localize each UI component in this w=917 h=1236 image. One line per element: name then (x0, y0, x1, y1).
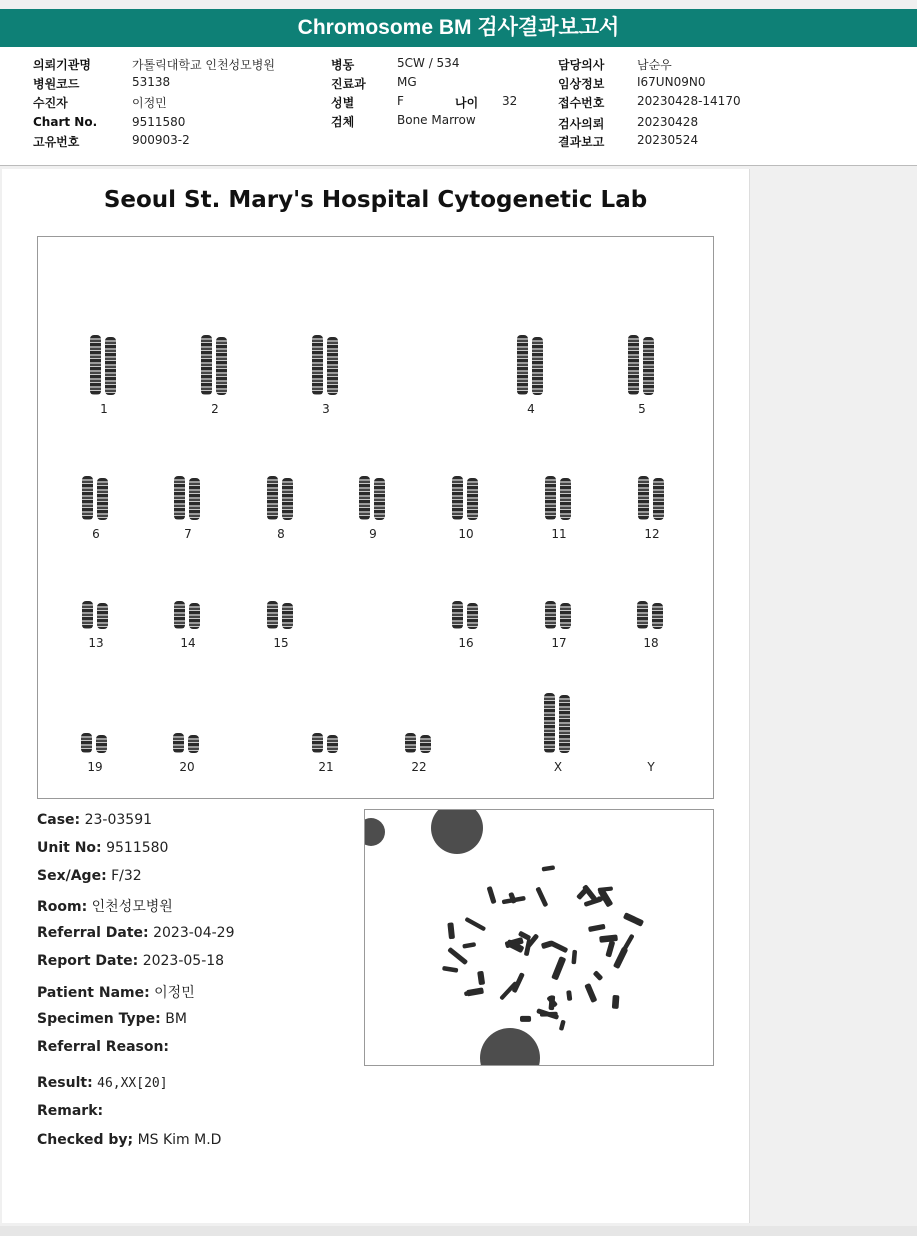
metaphase-chromosome (551, 956, 566, 980)
metaphase-chromosome (542, 865, 556, 871)
chromosome-label-Y: Y (647, 760, 655, 774)
chromosome-pair-9 (359, 476, 387, 520)
chromosome (517, 335, 528, 395)
chromosome (638, 476, 649, 520)
metaphase-chromosome (477, 971, 485, 985)
info-value-request-date: 20230428 (637, 115, 699, 129)
detail-value: F/32 (111, 868, 142, 884)
chromosome-label-22: 22 (411, 760, 427, 774)
metaphase-image (364, 809, 714, 1066)
chromosome (96, 735, 107, 753)
chromosome-label-3: 3 (322, 402, 330, 416)
chromosome (420, 735, 431, 753)
chromosome (359, 476, 370, 520)
info-label-clinical: 임상정보 (558, 77, 605, 91)
metaphase-chromosome (605, 940, 615, 957)
chromosome (467, 478, 478, 520)
chromosome-pair-6 (82, 476, 110, 520)
detail-room (37, 896, 173, 916)
info-label-department: 진료과 (331, 77, 366, 91)
info-label-unique-no: 고유번호 (33, 135, 80, 149)
chromosome (189, 478, 200, 520)
chromosome-pair-19 (81, 733, 109, 753)
info-value-hospital-code: 53138 (132, 75, 171, 89)
chromosome (267, 476, 278, 520)
metaphase-chromosome (584, 983, 597, 1003)
detail-label: Room: (37, 899, 88, 915)
chromosome (452, 601, 463, 629)
metaphase-chromosome (588, 924, 606, 932)
info-value-sex: F (397, 94, 404, 108)
detail-unit-no (37, 840, 168, 856)
chromosome-label-8: 8 (277, 527, 285, 541)
chromosome (312, 733, 323, 753)
info-value-report-date: 20230524 (637, 133, 699, 147)
chromosome (544, 693, 555, 753)
chromosome-label-1: 1 (100, 402, 108, 416)
chromosome (560, 603, 571, 629)
detail-value: 2023-05-18 (142, 953, 225, 969)
chromosome (652, 603, 663, 629)
chromosome (374, 478, 385, 520)
info-label-specimen: 검체 (331, 115, 355, 129)
metaphase-chromosome (447, 947, 468, 965)
chromosome-pair-12 (638, 476, 666, 520)
chromosome-label-10: 10 (458, 527, 474, 541)
detail-label: Specimen Type: (37, 1011, 161, 1027)
info-label-chart-no: Chart No. (33, 115, 98, 129)
metaphase-chromosome (571, 950, 577, 965)
chromosome (559, 695, 570, 753)
chromosome (643, 337, 654, 395)
chromosome-pair-16 (452, 601, 480, 629)
info-label-patient: 수진자 (33, 96, 68, 110)
chromosome-label-18: 18 (643, 636, 659, 650)
detail-value: 인천성모병원 (91, 899, 173, 915)
detail-value: 2023-04-29 (153, 925, 235, 941)
remark-label: Remark: (37, 1103, 104, 1119)
detail-label: Unit No: (37, 840, 102, 856)
info-label-receipt-no: 접수번호 (558, 96, 605, 110)
chromosome (267, 601, 278, 629)
chromosome-pair-X (544, 693, 572, 753)
detail-label: Patient Name: (37, 985, 150, 1001)
metaphase-chromosome (612, 995, 620, 1009)
metaphase-chromosome (541, 940, 553, 949)
chromosome (82, 601, 93, 629)
chromosome-pair-4 (517, 335, 545, 395)
detail-value: 23-03591 (84, 812, 153, 828)
chromosome-label-5: 5 (638, 402, 646, 416)
metaphase-chromosome (487, 886, 497, 904)
chromosome-label-13: 13 (88, 636, 104, 650)
chromosome (97, 478, 108, 520)
chromosome (327, 735, 338, 753)
detail-label: Referral Reason: (37, 1039, 170, 1055)
chromosome (189, 603, 200, 629)
report-page (2, 169, 750, 1223)
chromosome-pair-22 (405, 733, 433, 753)
detail-case (37, 812, 152, 828)
chromosome-pair-8 (267, 476, 295, 520)
chromosome (81, 733, 92, 753)
detail-label: Case: (37, 812, 81, 828)
chromosome (628, 335, 639, 395)
info-value-department: MG (397, 75, 417, 89)
detail-value: BM (165, 1011, 187, 1027)
chromosome-label-11: 11 (551, 527, 567, 541)
chromosome-pair-21 (312, 733, 340, 753)
info-value-specimen: Bone Marrow (397, 113, 476, 127)
detail-sex-age (37, 868, 142, 884)
info-label-age: 나이 (455, 96, 479, 110)
detail-referral-date (37, 925, 234, 941)
chromosome-label-19: 19 (87, 760, 103, 774)
chromosome-pair-14 (174, 601, 202, 629)
chromosome (282, 603, 293, 629)
patient-info-panel (0, 47, 917, 166)
chromosome (174, 476, 185, 520)
chromosome-pair-1 (90, 335, 118, 395)
chromosome (467, 603, 478, 629)
chromosome (188, 735, 199, 753)
metaphase-chromosome (524, 939, 532, 956)
metaphase-chromosome (621, 934, 635, 953)
metaphase-chromosome (447, 922, 455, 939)
detail-report-date (37, 953, 224, 969)
metaphase-chromosome (520, 1016, 531, 1022)
chromosome (637, 601, 648, 629)
chromosome (82, 476, 93, 520)
karyogram-image (37, 236, 714, 799)
metaphase-spread (365, 810, 713, 1065)
chromosome (653, 478, 664, 520)
detail-label: Sex/Age: (37, 868, 107, 884)
chromosome-pair-2 (201, 335, 229, 395)
info-label-report-date: 결과보고 (558, 135, 605, 149)
chromosome-label-15: 15 (273, 636, 289, 650)
info-label-ward: 병동 (331, 58, 355, 72)
result-label: Result: (37, 1075, 93, 1091)
chromosome (216, 337, 227, 395)
info-value-chart-no: 9511580 (132, 115, 186, 129)
checked-by-label: Checked by; (37, 1132, 134, 1148)
chromosome (327, 337, 338, 395)
chromosome (282, 478, 293, 520)
info-value-age: 32 (502, 94, 518, 108)
chromosome (532, 337, 543, 395)
chromosome-label-17: 17 (551, 636, 567, 650)
chromosome (173, 733, 184, 753)
chromosome (97, 603, 108, 629)
metaphase-chromosome (559, 1020, 566, 1031)
chromosome (452, 476, 463, 520)
info-label-institution: 의뢰기관명 (33, 58, 91, 72)
info-label-doctor: 담당의사 (558, 58, 605, 72)
chromosome-label-21: 21 (318, 760, 334, 774)
chromosome-pair-10 (452, 476, 480, 520)
chromosome-pair-15 (267, 601, 295, 629)
chromosome (90, 335, 101, 395)
info-label-request-date: 검사의뢰 (558, 117, 605, 131)
chromosome (105, 337, 116, 395)
chromosome (560, 478, 571, 520)
metaphase-chromosome (462, 942, 476, 949)
chromosome-pair-11 (545, 476, 573, 520)
chromosome-pair-17 (545, 601, 573, 629)
info-value-ward: 5CW / 534 (397, 56, 460, 70)
bottom-strip (0, 1226, 917, 1236)
chromosome-label-4: 4 (527, 402, 535, 416)
chromosome-label-14: 14 (180, 636, 196, 650)
chromosome (545, 476, 556, 520)
result-line (37, 1075, 168, 1091)
detail-specimen-type (37, 1011, 187, 1027)
chromosome-label-6: 6 (92, 527, 100, 541)
info-value-doctor: 남순우 (637, 58, 672, 72)
chromosome-label-20: 20 (179, 760, 195, 774)
metaphase-chromosome (535, 886, 548, 907)
info-value-institution: 가톨릭대학교 인천성모병원 (132, 58, 275, 72)
lab-title: Seoul St. Mary's Hospital Cytogenetic Lab (103, 187, 648, 213)
metaphase-chromosome (442, 966, 458, 973)
detail-referral-reason (37, 1039, 169, 1055)
checked-by-value: MS Kim M.D (137, 1132, 222, 1148)
info-value-unique-no: 900903-2 (132, 133, 190, 147)
chromosome (312, 335, 323, 395)
chromosome-label-X: X (553, 760, 563, 774)
chromosome-label-16: 16 (458, 636, 474, 650)
metaphase-chromosome (597, 896, 609, 901)
chromosome (545, 601, 556, 629)
info-label-hospital-code: 병원코드 (33, 77, 80, 91)
chromosome (405, 733, 416, 753)
report-title-bar (0, 9, 917, 47)
chromosome-pair-18 (637, 601, 665, 629)
info-value-clinical: I67UN09N0 (637, 75, 706, 89)
metaphase-chromosome (464, 917, 486, 932)
chromosome-pair-7 (174, 476, 202, 520)
chromosome (201, 335, 212, 395)
result-value: 46,XX[20] (97, 1076, 168, 1091)
chromosome-label-12: 12 (644, 527, 660, 541)
chromosome-pair-13 (82, 601, 110, 629)
chromosome-pair-3 (312, 335, 340, 395)
info-value-patient: 이정민 (132, 96, 167, 110)
metaphase-chromosome (566, 990, 572, 1001)
chromosome-pair-5 (628, 335, 656, 395)
report-title: Chromosome BM 검사결과보고서 (297, 16, 620, 39)
remark-line (37, 1103, 103, 1119)
metaphase-chromosome (599, 934, 618, 942)
chromosome-pair-20 (173, 733, 201, 753)
detail-label: Report Date: (37, 953, 139, 969)
chromosome-label-2: 2 (211, 402, 219, 416)
metaphase-chromosome (598, 886, 614, 892)
chromosome-label-9: 9 (369, 527, 377, 541)
chromosome (174, 601, 185, 629)
metaphase-chromosome (623, 912, 644, 927)
checked-by-line (37, 1132, 221, 1148)
chromosome-label-7: 7 (184, 527, 192, 541)
detail-label: Referral Date: (37, 925, 149, 941)
metaphase-chromosome (593, 970, 604, 981)
info-label-sex: 성별 (331, 96, 355, 110)
detail-value: 이정민 (154, 985, 195, 1001)
detail-patient-name (37, 982, 195, 1002)
info-value-receipt-no: 20230428-14170 (637, 94, 741, 108)
detail-value: 9511580 (106, 840, 169, 856)
